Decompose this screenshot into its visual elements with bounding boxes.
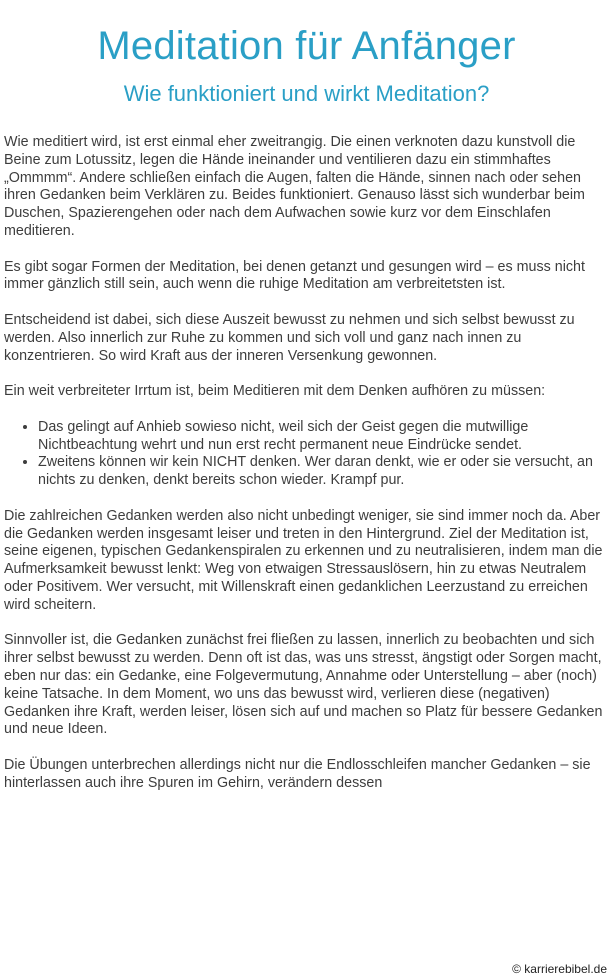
paragraph-5: Die zahlreichen Gedanken werden also nicht unbedingt weniger, sie sind immer noch da. Aber die Gedanken werden insgesamt leiser und treten in den Hintergrund. Ziel der Meditation ist, seine eigenen, typischen Gedankenspiralen zu erkennen und zu neutralisieren, indem man die Aufmerksamkeit bewusst lenkt: Weg von etwaigen Stressauslösern, hin zu etwas Neutralem oder Positivem. Wer versucht, mit Willenskraft einen gedanklichen Leerzustand zu erreichen wird scheitern.: [4, 507, 603, 613]
copyright-footer: © karrierebibel.de: [512, 962, 607, 976]
paragraph-7: Die Übungen unterbrechen allerdings nicht nur die Endlosschleifen mancher Gedanken – sie hinterlassen auch ihre Spuren im Gehirn, verändern dessen: [4, 756, 591, 791]
article-body: [4, 134, 609, 810]
bullet-item-1: • Das gelingt auf Anhieb sowieso nicht, weil sich der Geist gegen die mutwillige Nichtbeachtung wehrt und nun erst recht permanent neue Eindrücke sendet.: [38, 419, 609, 455]
paragraph-6: Sinnvoller ist, die Gedanken zunächst frei fließen zu lassen, innerlich zu beobachten und sich ihrer selbst bewusst zu werden. Denn oft ist das, was uns stresst, ängstigt oder Sorgen macht, eben nur das: ein Gedanke, eine Folgevermutung, Annahme oder Unterstellung – aber (noch) keine Tatsache. In dem Moment, wo uns das bewusst wird, verlieren diese (negativen) Gedanken ihre Kraft, werden leiser, lösen sich auf und machen so Platz für bessere Gedanken und neue Ideen.: [4, 632, 603, 738]
paragraph-2: Es gibt sogar Formen der Meditation, bei denen getanzt und gesungen wird – es muss nicht immer gänzlich still sein, auch wenn die ruhige Meditation am verbreitetsten ist.: [4, 258, 585, 293]
paragraph-1: Wie meditiert wird, ist erst einmal eher zweitrangig. Die einen verknoten dazu kunstvoll die Beine zum Lotussitz, legen die Hände ineinander und ventilieren dazu ein stimmhaftes „Ommmm“. Andere schließen einfach die Augen, falten die Hände, sinnen nach oder sehen ihren Gedanken beim Verklären zu. Beides funktioniert. Genauso lässt sich wunderbar beim Duschen, Spazierengehen oder nach dem Aufwachen sowie kurz vor dem Einschlafen meditieren.: [4, 134, 585, 239]
page-title: Meditation für Anfänger: [97, 23, 516, 68]
paragraph-3: Entscheidend ist dabei, sich diese Auszeit bewusst zu nehmen und sich selbst bewusst zu werden. Also innerlich zur Ruhe zu kommen und sich voll und ganz nach innen zu konzentrieren. So wird Kraft aus der inneren Versenkung gewonnen.: [4, 311, 575, 364]
bullet-list: [4, 419, 609, 490]
paragraph-4: Ein weit verbreiteter Irrtum ist, beim Meditieren mit dem Denken aufhören zu müssen:: [4, 383, 546, 400]
page-subtitle: Wie funktioniert und wirkt Meditation?: [123, 81, 490, 107]
bullet-item-2: • Zweitens können wir kein NICHT denken. Wer daran denkt, wie er oder sie versucht, an nichts zu denken, denkt bereits schon wieder. Krampf pur.: [38, 454, 609, 490]
